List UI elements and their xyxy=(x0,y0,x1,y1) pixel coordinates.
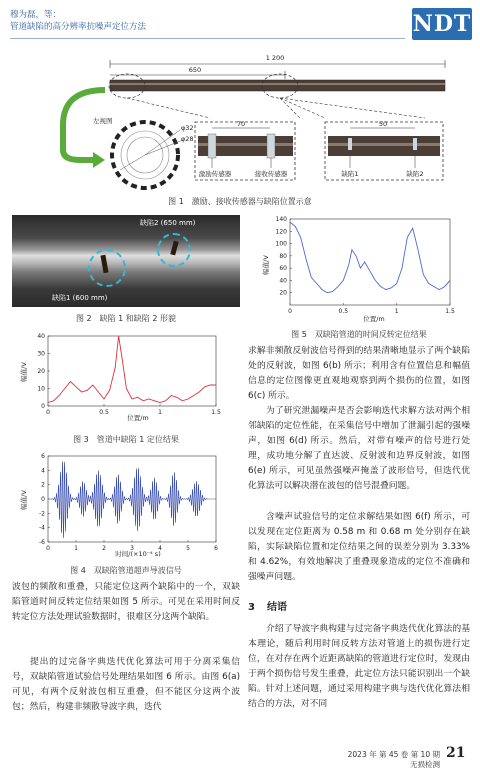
fig3-ytick-label: 20 xyxy=(37,368,45,375)
footer-issue xyxy=(300,750,440,770)
fig3-ytick-label: 0 xyxy=(41,403,45,410)
fig2-label-defect2: 缺陷2 (650 mm) xyxy=(140,219,196,227)
fig4-ytick-label: 6 xyxy=(41,453,45,460)
fig4-xtick-label: 5 xyxy=(186,545,190,552)
fig3-xtick-label: 0.5 xyxy=(99,409,109,416)
left-para-1: 波包的频散和重叠，只能定位这两个缺陷中的一个，双缺陷管道时间反转定位结果如图 5 所示。可见在采用时间反转定位方法处理试验数据时，很难区分这两个缺陷。 xyxy=(12,582,240,622)
fig1-pipe xyxy=(110,80,445,91)
figure-1 xyxy=(45,50,465,190)
fig1-sensor-receive: 接收传感器 xyxy=(254,170,288,178)
fig4-ytick-label: -4 xyxy=(39,524,45,532)
fig3-xtick-label: 1 xyxy=(158,409,162,416)
section-title: 结语 xyxy=(266,602,287,613)
fig1-phi28: φ28 xyxy=(181,135,194,143)
fig4-ylabel: 幅值/V xyxy=(20,490,28,510)
fig5-ytick-label: 40 xyxy=(279,277,287,285)
fig4-ytick-label: 0 xyxy=(41,496,45,503)
fig4-ytick-label: -2 xyxy=(39,510,45,518)
fig5-xtick-label: 0.5 xyxy=(338,308,349,315)
footer-journal: 无损检测 xyxy=(410,760,440,769)
fig4-caption: 图 4 双缺陷管道超声导波信号 xyxy=(70,566,182,575)
fig4-ytick-label: 4 xyxy=(41,467,45,475)
fig4-ytick-label: 2 xyxy=(41,481,45,489)
fig4-xtick-label: 1 xyxy=(74,545,78,552)
fig5-xlabel: 位置/m xyxy=(363,315,385,323)
header-rule xyxy=(10,38,405,39)
fig5-ytick-label: 120 xyxy=(275,228,287,236)
fig3-ytick-label: 30 xyxy=(37,350,45,358)
fig5-series-line xyxy=(290,222,450,293)
fig1-defect2: 缺陷2 xyxy=(406,170,424,178)
fig5-xtick-label: 0 xyxy=(288,308,292,315)
fig3-ylabel: 幅值/V xyxy=(20,362,28,382)
fig1-arrow-label: 左视图 xyxy=(93,117,113,125)
fig1-phi32: φ32 xyxy=(181,124,194,132)
right-para-1: 求解非频散反射波信号得到的结果清晰地显示了两个缺陷处的反射波，如图 6(b) 所示；利用含有位置信息和幅值信息的定位图像更直观地观察到两个损伤的位置，如图 6(c) 所示。 xyxy=(248,346,470,401)
footer-issue-line: 2023 年 第 45 卷 第 10 期 xyxy=(347,750,440,759)
left-para-2: 提出的过完备字典迭代优化算法可用于分离采集信号，双缺陷管道试验信号处理结果如图 6 所示。由图 6(a) 可见，有两个反射波包相互重叠，但不能区分这两个波包；然后，构建非频散导波字典，迭代 xyxy=(12,657,240,712)
fig1-dim-70: 70 xyxy=(236,120,246,128)
right-para-3: 含噪声试验信号的定位求解结果如图 6(f) 所示，可以发现在定位距离为 0.58 m 和 0.68 m 处分别存在缺陷，实际缺陷位置和定位结果之间的误差分别为 3.33% 和 4.62%，有效地解决了重叠现象造成的定位不准确和强噪声问题。 xyxy=(248,512,470,582)
right-para-2: 为了研究泄漏噪声是否会影响迭代求解方法对两个相邻缺陷的定位性能，在采集信号中增加了泄漏引起的强噪声，如图 6(d) 所示。然后，对带有噪声的信号进行处理，成功地分解了直达波、反射波和边界反射波，如图 6(e) 所示，可见虽然强噪声掩盖了波形信号，但迭代优化算法可以解决潜在波包的信号混叠问题。 xyxy=(248,406,470,491)
fig1-sensor-excite: 激励传感器 xyxy=(198,170,232,178)
header-authors: 穆为磊，等： xyxy=(10,10,62,20)
fig3-series-line xyxy=(48,336,216,403)
fig1-dim-50: 50 xyxy=(378,120,388,128)
fig5-ytick-label: 80 xyxy=(279,252,287,260)
fig1-dim-650: 650 xyxy=(188,66,202,74)
fig2-label-defect1: 缺陷1 (600 mm) xyxy=(52,294,108,302)
fig3-caption: 图 3 管道中缺陷 1 定位结果 xyxy=(73,435,179,444)
right-para-4: 介绍了导波字典构建与过完备字典迭代优化算法的基本理论，随后利用时间反转方法对管道上的损伤进行定位，在对存在两个近距离缺陷的管道进行定位时，发现由于两个损伤信号发生重叠，此定位方法只能识别出一个缺陷。针对上述问题，通过采用构建字典与迭代优化算法相结合的方法，对不同 xyxy=(248,624,470,709)
fig2-caption: 图 2 缺陷 1 和缺陷 2 形貌 xyxy=(76,314,176,323)
header-title: 管道缺陷的高分辨率抗噪声定位方法 xyxy=(10,22,147,32)
fig5-ytick-label: 140 xyxy=(275,216,287,223)
fig4-xtick-label: 0 xyxy=(46,545,50,552)
fig2-photo xyxy=(12,215,240,307)
fig1-dim-total: 1 200 xyxy=(265,54,285,62)
fig5-xtick-label: 1.5 xyxy=(445,308,455,315)
fig5-chart xyxy=(262,215,462,323)
fig5-caption: 图 5 双缺陷管道的时间反转定位结果 xyxy=(291,330,427,339)
fig4-xtick-label: 4 xyxy=(158,545,162,552)
fig3-xtick-label: 0 xyxy=(46,409,50,416)
fig3-plot-frame xyxy=(48,336,216,406)
fig3-ytick-label: 40 xyxy=(37,333,45,340)
section-number: 3 xyxy=(248,602,255,613)
fig3-chart xyxy=(20,332,230,422)
fig4-xtick-label: 2 xyxy=(102,545,106,552)
fig3-ytick-label: 10 xyxy=(37,385,45,393)
fig4-xtick-label: 3 xyxy=(130,545,134,552)
fig4-signal-line xyxy=(48,461,216,538)
fig5-ylabel: 幅值/V xyxy=(262,255,270,275)
fig5-plot-frame xyxy=(290,219,450,305)
fig4-ytick-label: -6 xyxy=(39,539,45,546)
section-heading xyxy=(248,598,287,613)
fig5-ytick-label: 20 xyxy=(279,289,287,297)
fig5-ytick-label: 60 xyxy=(279,265,287,273)
page-number: 21 xyxy=(446,745,466,761)
fig1-defect1: 缺陷1 xyxy=(341,170,359,178)
fig4-chart xyxy=(20,452,230,560)
fig3-xtick-label: 1.5 xyxy=(211,409,221,416)
fig3-xlabel: 位置/m xyxy=(127,414,149,422)
fig4-xlabel: 时间/(×10⁻⁴ s) xyxy=(115,550,161,558)
fig5-xtick-label: 1 xyxy=(394,308,399,315)
fig1-caption: 图 1 激励、接收传感器与缺陷位置示意 xyxy=(168,197,312,206)
fig5-ytick-label: 100 xyxy=(275,240,287,248)
fig4-xtick-label: 6 xyxy=(214,545,218,552)
journal-logo: NDT xyxy=(412,8,472,40)
